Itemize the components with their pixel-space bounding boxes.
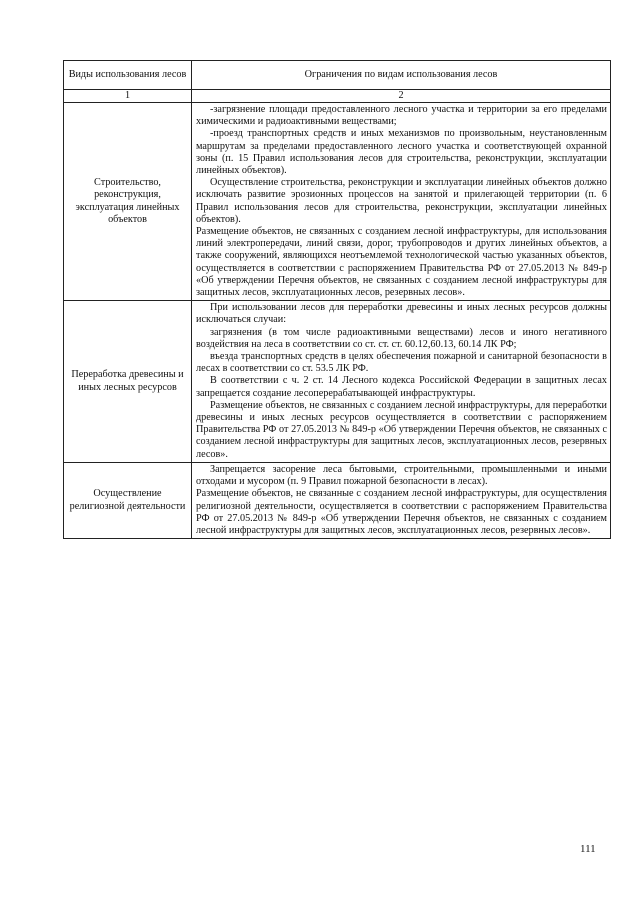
table-header-row: [64, 61, 611, 90]
restrictions-cell: [192, 301, 611, 463]
column-number-row: [64, 90, 611, 103]
column-number-2: 2: [192, 90, 611, 103]
restriction-paragraph: Размещение объектов, не связанных с созданием лесной инфраструктуры, для использования линий электропередачи, линий связи, дорог, трубопроводов и других линейных объектов, а также сооружений, являющихся неотъемлемой технологической частью указанных объектов, осуществляется в соответствии с распоряжением Правительства РФ от 27.05.2013 № 849-р «Об утверждении Перечня объектов, не связанных с созданием лесной инфраструктуры для защитных лесов, эксплуатационных лесов, резервных лесов».: [196, 226, 607, 299]
table-row: [64, 301, 611, 463]
restriction-paragraph: При использовании лесов для переработки древесины и иных лесных ресурсов должны исключаться случаи:: [196, 302, 607, 326]
header-forest-use-types: Виды использования лесов: [64, 61, 192, 90]
restriction-paragraph: Осуществление строительства, реконструкции и эксплуатации линейных объектов должно исключать развитие эрозионных процессов на занятой и прилегающей территории (п. 6 Правил использования лесов для строительства, реконструкции, эксплуатации линейных объектов).: [196, 177, 607, 225]
restriction-paragraph: въезда транспортных средств в целях обеспечения пожарной и санитарной безопасности в лесах в соответствии со ст. 53.5 ЛК РФ.: [196, 351, 607, 375]
forest-use-type: Осуществление религиозной деятельности: [64, 462, 192, 538]
forest-use-restrictions-table: [63, 60, 611, 539]
forest-use-type: Переработка древесины и иных лесных ресурсов: [64, 301, 192, 463]
forest-use-type: Строительство, реконструкция, эксплуатация линейных объектов: [64, 103, 192, 301]
header-restrictions: Ограничения по видам использования лесов: [192, 61, 611, 90]
restriction-paragraph: В соответствии с ч. 2 ст. 14 Лесного кодекса Российской Федерации в защитных лесах запрещается создание лесоперерабатывающей инфраструктуры.: [196, 375, 607, 399]
restrictions-cell: [192, 462, 611, 538]
restrictions-cell: [192, 103, 611, 301]
page-number: 111: [580, 843, 596, 855]
restriction-paragraph: -загрязнение площади предоставленного лесного участка и территории за его пределами химическими и радиоактивными веществами;: [196, 104, 607, 128]
column-number-1: 1: [64, 90, 192, 103]
restriction-paragraph: -проезд транспортных средств и иных механизмов по произвольным, неустановленным маршрутам за пределами предоставленного лесного участка и соответствующей охранной зоны (п. 15 Правил использования лесов для строительства, реконструкции, эксплуатации линейных объектов).: [196, 128, 607, 177]
restriction-paragraph: Размещение объектов, не связанных с созданием лесной инфраструктуры, для переработки древесины и иных лесных ресурсов осуществляется в соответствии с распоряжением Правительства РФ от 27.05.2013 № 849-р «Об утверждении Перечня объектов, не связанных с созданием лесной инфраструктуры для защитных лесов, эксплуатационных лесов, резервных лесов».: [196, 399, 607, 460]
restriction-paragraph: Размещение объектов, не связанные с созданием лесной инфраструктуры, для осуществления религиозной деятельности, осуществляется в соответствии с распоряжением Правительства РФ от 27.05.2013 № 849-р «Об утверждении Перечня объектов, не связанных с созданием лесной инфраструктуры для защитных лесов, эксплуатационных лесов, резервных лесов».: [196, 488, 607, 536]
restriction-paragraph: загрязнения (в том числе радиоактивными веществами) лесов и иного негативного воздействия на леса в соответствии со ст. ст. ст. 60.12,60.13, 60.14 ЛК РФ;: [196, 326, 607, 350]
restriction-paragraph: Запрещается засорение леса бытовыми, строительными, промышленными и иными отходами и мусором (п. 9 Правил пожарной безопасности в лесах).: [196, 463, 607, 488]
table-row: [64, 103, 611, 301]
table-row: [64, 462, 611, 538]
